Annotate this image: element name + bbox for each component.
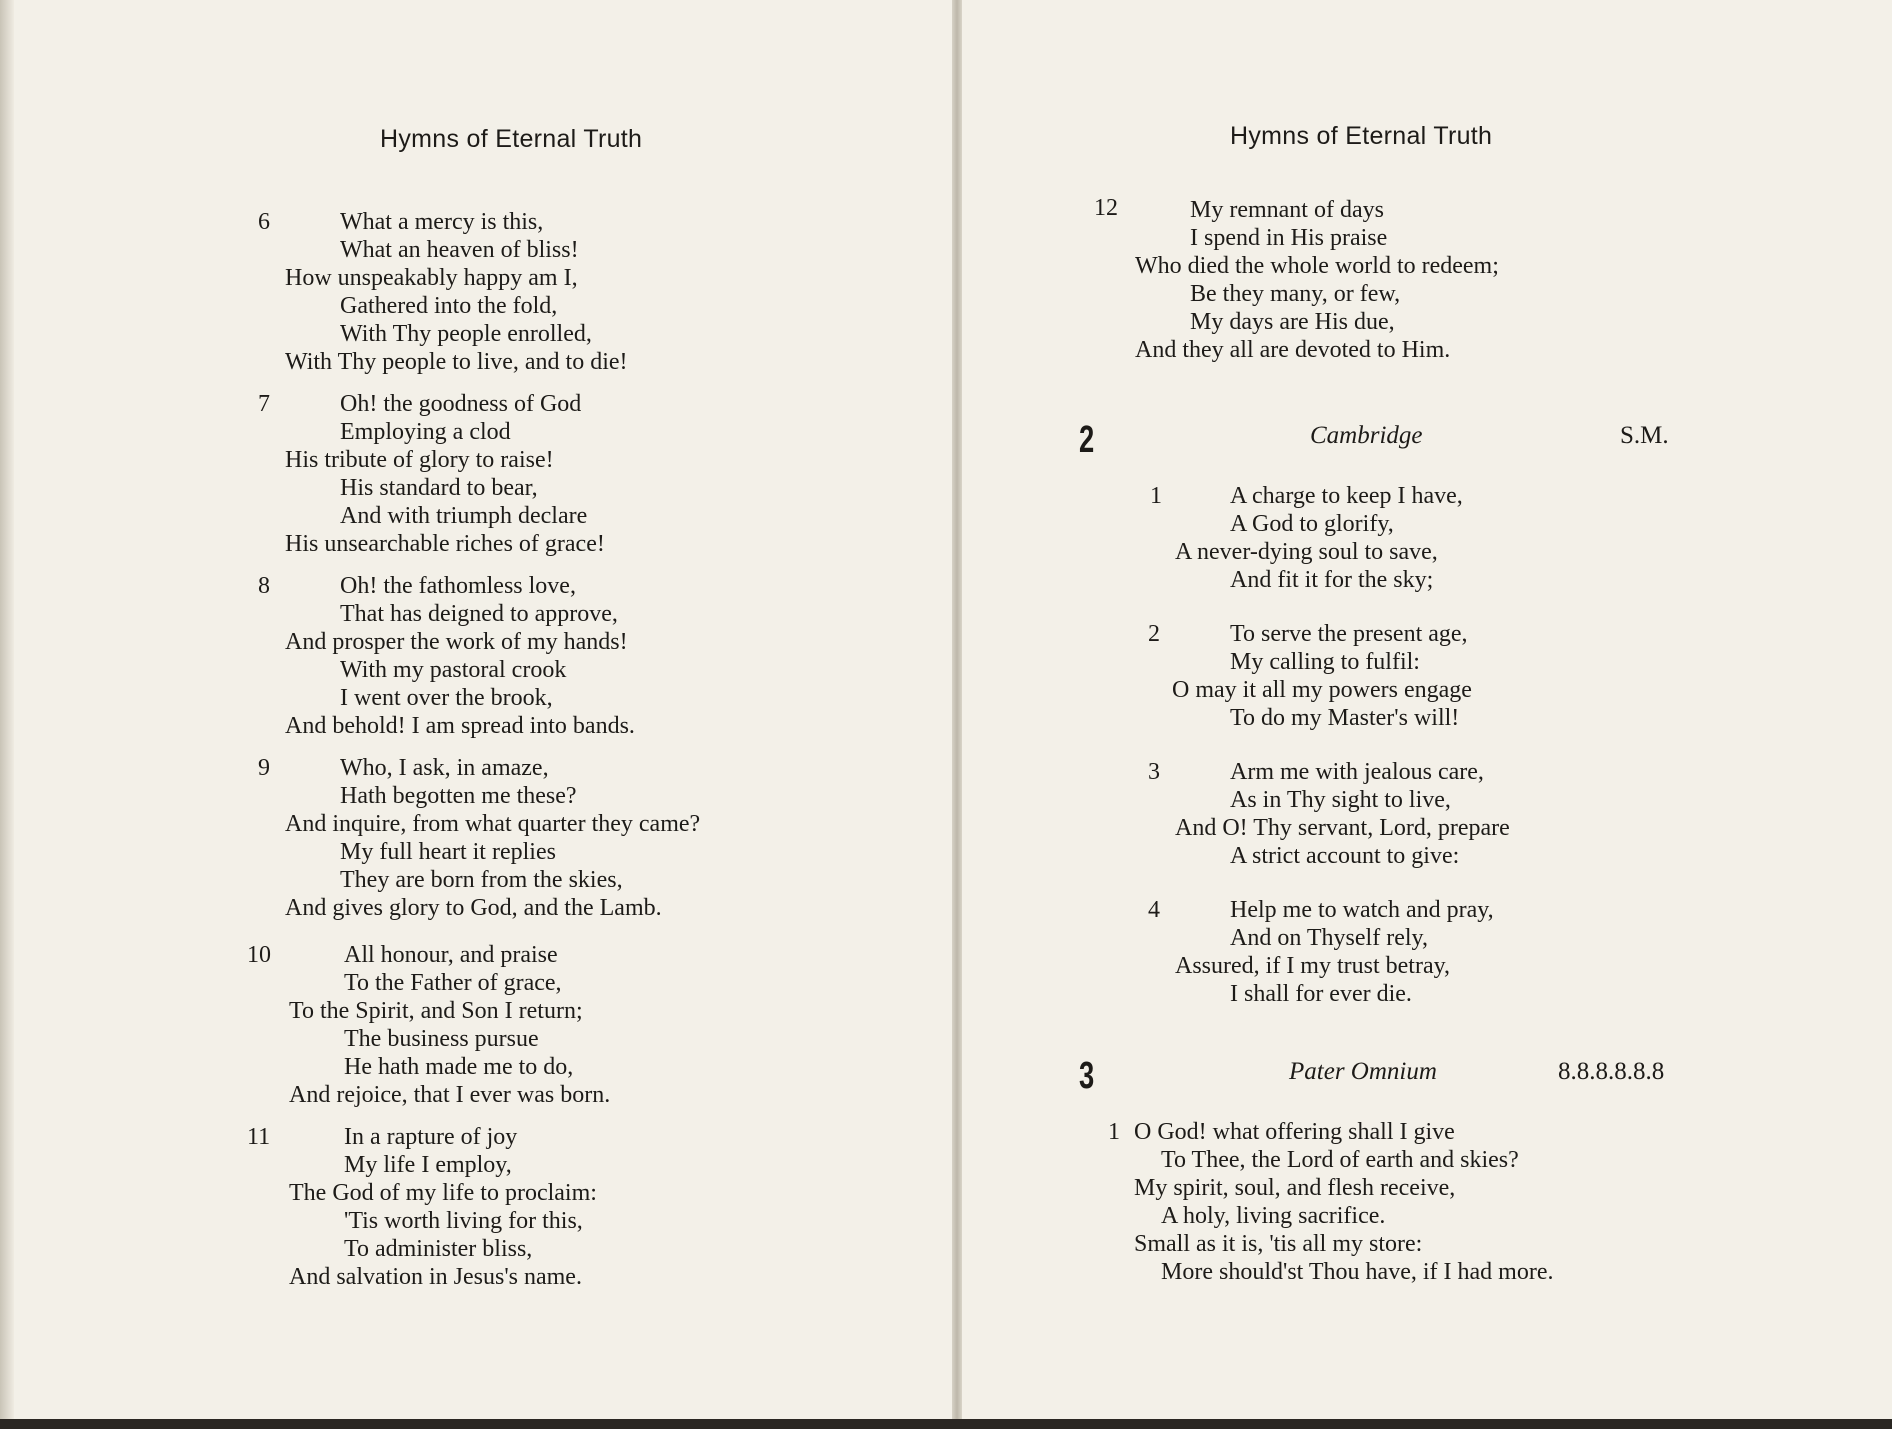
verse-number: 9	[258, 755, 270, 781]
verse-line: The business pursue	[344, 1026, 539, 1052]
verse-line: With my pastoral crook	[340, 657, 567, 683]
hymn-number: 2	[1079, 419, 1095, 461]
verse-line: To the Father of grace,	[344, 970, 562, 996]
verse-line: And they all are devoted to Him.	[1135, 337, 1451, 363]
verse-line: What a mercy is this,	[340, 209, 544, 235]
verse-line: Oh! the goodness of God	[340, 391, 582, 417]
verse-line: Help me to watch and pray,	[1230, 897, 1494, 923]
verse-line: I went over the brook,	[340, 685, 553, 711]
running-head: Hymns of Eternal Truth	[380, 125, 643, 153]
verse-line: I shall for ever die.	[1230, 981, 1412, 1007]
verse-number: 6	[258, 209, 270, 235]
book-bottom-edge	[0, 1419, 1892, 1429]
verse-line: With Thy people to live, and to die!	[285, 349, 628, 375]
verse-number: 7	[258, 391, 270, 417]
verse-line: Oh! the fathomless love,	[340, 573, 576, 599]
verse-line: That has deigned to approve,	[340, 601, 618, 627]
verse-line: To the Spirit, and Son I return;	[289, 998, 583, 1024]
verse-line: My life I employ,	[344, 1152, 512, 1178]
verse-line: The God of my life to proclaim:	[289, 1180, 597, 1206]
verse-number: 3	[1148, 759, 1160, 785]
verse-line: And gives glory to God, and the Lamb.	[285, 895, 662, 921]
verse-line: My remnant of days	[1190, 197, 1384, 223]
verse-line: A God to glorify,	[1230, 511, 1394, 537]
verse-line: To administer bliss,	[344, 1236, 533, 1262]
verse-line: Who, I ask, in amaze,	[340, 755, 549, 781]
verse-line: And rejoice, that I ever was born.	[289, 1082, 611, 1108]
book-gutter	[952, 0, 962, 1429]
verse-number: 12	[1094, 195, 1118, 221]
verse-line: Who died the whole world to redeem;	[1135, 253, 1499, 279]
verse-line: And inquire, from what quarter they came?	[285, 811, 701, 837]
verse-line: In a rapture of joy	[344, 1124, 518, 1150]
verse-number: 11	[247, 1124, 271, 1150]
hymn-number: 3	[1079, 1055, 1095, 1097]
verse-line: He hath made me to do,	[344, 1054, 574, 1080]
meter: S.M.	[1620, 422, 1669, 449]
tune-name: Cambridge	[1310, 422, 1423, 449]
verse-line: Arm me with jealous care,	[1230, 759, 1484, 785]
verse-line: Gathered into the fold,	[340, 293, 558, 319]
verse-line: To do my Master's will!	[1230, 705, 1460, 731]
verse-line: What an heaven of bliss!	[340, 237, 579, 263]
verse-number: 8	[258, 573, 270, 599]
verse-line: My days are His due,	[1190, 309, 1395, 335]
verse-line: 'Tis worth living for this,	[344, 1208, 583, 1234]
verse-line: A charge to keep I have,	[1230, 483, 1463, 509]
verse-line: My calling to fulfil:	[1230, 649, 1420, 675]
verse-number: 4	[1148, 897, 1160, 923]
verse-line: All honour, and praise	[344, 942, 558, 968]
verse-line: More should'st Thou have, if I had more.	[1161, 1259, 1554, 1285]
verse-number: 10	[247, 942, 271, 968]
verse-line: Hath begotten me these?	[340, 783, 577, 809]
verse-line: And on Thyself rely,	[1230, 925, 1428, 951]
verse-line: Employing a clod	[340, 419, 511, 445]
verse-line: And behold! I am spread into bands.	[285, 713, 635, 739]
verse-line: And salvation in Jesus's name.	[289, 1264, 582, 1290]
verse-line: My spirit, soul, and flesh receive,	[1134, 1175, 1456, 1201]
verse-line: O may it all my powers engage	[1172, 677, 1472, 703]
verse-line: And with triumph declare	[340, 503, 588, 529]
meter: 8.8.8.8.8.8	[1558, 1058, 1665, 1085]
verse-line: And O! Thy servant, Lord, prepare	[1175, 815, 1510, 841]
verse-line: With Thy people enrolled,	[340, 321, 592, 347]
verse-line: Be they many, or few,	[1190, 281, 1401, 307]
verse-number: 2	[1148, 621, 1160, 647]
verse-line: As in Thy sight to live,	[1230, 787, 1451, 813]
verse-line: I spend in His praise	[1190, 225, 1388, 251]
verse-line: A holy, living sacrifice.	[1161, 1203, 1386, 1229]
verse-line: To Thee, the Lord of earth and skies?	[1161, 1147, 1519, 1173]
verse-line: And prosper the work of my hands!	[285, 629, 628, 655]
right-page	[962, 0, 1892, 1429]
tune-name: Pater Omnium	[1289, 1058, 1437, 1085]
page-edge	[0, 0, 14, 1429]
verse-line: Small as it is, 'tis all my store:	[1134, 1231, 1423, 1257]
verse-line: Assured, if I my trust betray,	[1175, 953, 1451, 979]
verse-number: 1	[1150, 483, 1162, 509]
verse-line: And fit it for the sky;	[1230, 567, 1434, 593]
verse-line: How unspeakably happy am I,	[285, 265, 578, 291]
verse-line: His standard to bear,	[340, 475, 538, 501]
verse-line: O God! what offering shall I give	[1134, 1119, 1455, 1145]
verse-line: His unsearchable riches of grace!	[285, 531, 605, 557]
verse-line: They are born from the skies,	[340, 867, 623, 893]
verse-line: My full heart it replies	[340, 839, 556, 865]
verse-line: A never-dying soul to save,	[1175, 539, 1438, 565]
running-head: Hymns of Eternal Truth	[1230, 122, 1493, 150]
verse-line: To serve the present age,	[1230, 621, 1468, 647]
verse-line: A strict account to give:	[1230, 843, 1460, 869]
verse-number: 1	[1108, 1119, 1120, 1145]
verse-line: His tribute of glory to raise!	[285, 447, 554, 473]
